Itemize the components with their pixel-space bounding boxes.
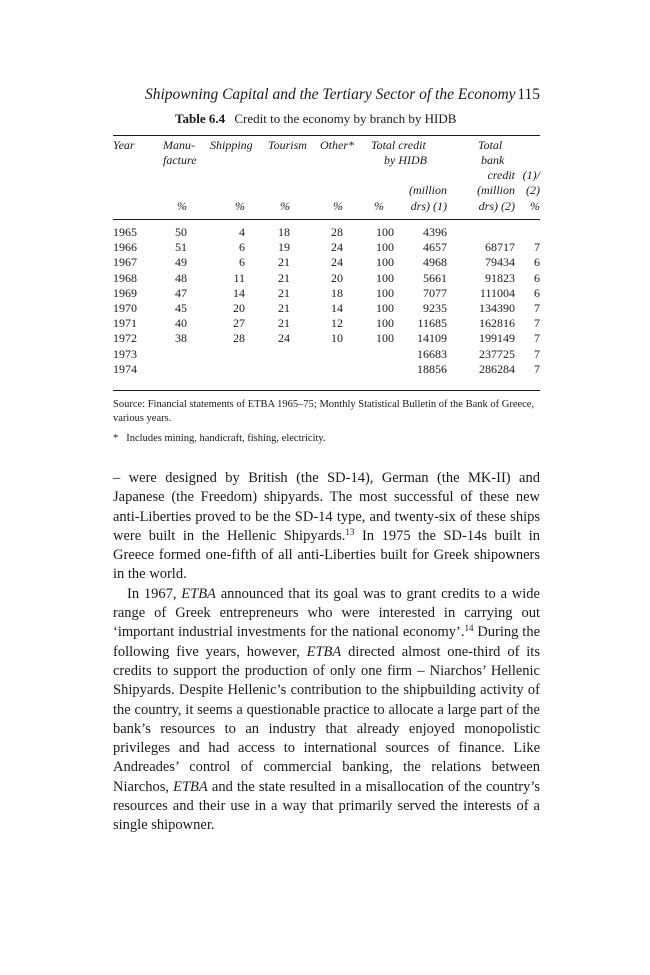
cell-tourism: 24 — [278, 331, 290, 346]
table-top-rule — [113, 135, 540, 136]
header-ratio-2: (2) — [526, 183, 540, 197]
cell-year: 1967 — [113, 255, 137, 270]
cell-year: 1974 — [113, 361, 137, 376]
cell-manufacture: 50 — [175, 225, 187, 239]
footnote-text: Includes mining, handicraft, fishing, electricity. — [126, 433, 326, 444]
cell-other: 14 — [331, 301, 343, 315]
unit-percent: % — [235, 199, 245, 213]
cell-shipping: 20 — [233, 301, 245, 315]
header-million-1: (million — [409, 183, 447, 197]
cell-tourism: 21 — [278, 255, 290, 270]
cell-ratio: 7 — [534, 346, 540, 361]
cell-year: 1972 — [113, 331, 137, 346]
header-tourism: Tourism — [268, 138, 307, 152]
cell-ratio: 7 — [534, 331, 540, 346]
cell-shipping: 27 — [233, 316, 245, 331]
cell-total-percent: 100 — [376, 331, 394, 346]
cell-ratio: 6 — [534, 255, 540, 270]
header-million-2: (million — [477, 183, 515, 197]
footnote-marker: * — [113, 433, 119, 444]
cell-tourism: 18 — [278, 225, 290, 239]
cell-total-percent: 100 — [376, 316, 394, 331]
cell-total-credit: 4396 — [423, 225, 447, 239]
cell-ratio: 6 — [534, 285, 540, 300]
cell-tourism: 21 — [278, 285, 290, 300]
cell-year: 1971 — [113, 316, 137, 331]
etba-italic: ETBA — [306, 643, 342, 660]
paragraph: – were designed by British (the SD-14), German (the MK-II) and Japanese (the Freedom) shipyards. The most successful of these new anti-Liberties proved to be the SD-14 type, and twenty-six of these ships were built in the Hellenic Shipyards.$^{13}$ In 1975 the SD-14s built in Greece formed one-fifth of all anti-Liberties built for Greek shipowners in the world. — [113, 470, 540, 583]
table-bottom-rule — [113, 390, 540, 391]
etba-italic: ETBA — [181, 585, 216, 602]
etba-italic: ETBA — [173, 778, 208, 795]
cell-manufacture: 45 — [175, 301, 187, 315]
cell-other: 12 — [331, 316, 343, 331]
header-total-bank-1: Total — [478, 138, 503, 152]
cell-total-bank-credit: 286284 — [479, 361, 515, 376]
cell-year: 1966 — [113, 240, 137, 255]
table-source: Source: Financial statements of ETBA 1965–75; Monthly Statistical Bulletin of the Bank of Greece, various years. — [113, 399, 535, 424]
cell-other: 24 — [331, 255, 343, 270]
cell-other: 24 — [331, 240, 343, 255]
header-total-credit-1: Total credit — [371, 138, 426, 152]
cell-ratio: 6 — [534, 270, 540, 285]
cell-ratio: 7 — [534, 240, 540, 255]
cell-total-credit: 9235 — [423, 301, 447, 315]
cell-year: 1965 — [113, 225, 137, 239]
cell-shipping: 11 — [233, 270, 245, 285]
header-year: Year — [113, 138, 135, 152]
header-manufacture-1: Manu- — [163, 138, 195, 152]
cell-shipping: 28 — [233, 331, 245, 346]
running-head — [145, 86, 540, 104]
cell-year: 1970 — [113, 301, 137, 315]
cell-manufacture: 47 — [175, 285, 187, 300]
unit-percent: % — [177, 199, 187, 213]
table-caption — [175, 111, 555, 127]
header-total-bank-3: credit — [487, 168, 515, 182]
table-footnote — [113, 432, 540, 446]
cell-ratio: 7 — [534, 361, 540, 376]
cell-manufacture: 49 — [175, 255, 187, 270]
header-manufacture-2: facture — [163, 153, 197, 167]
cell-year: 1968 — [113, 270, 137, 285]
cell-shipping: 14 — [233, 285, 245, 300]
body-text — [113, 469, 540, 836]
header-drs-1: drs) (1) — [410, 199, 447, 213]
header-other: Other* — [320, 138, 354, 152]
cell-total-bank-credit: 79434 — [485, 255, 515, 270]
cell-ratio: 7 — [534, 316, 540, 331]
cell-total-credit: 5661 — [423, 270, 447, 285]
cell-total-bank-credit: 91823 — [485, 270, 515, 285]
footnote-ref: 14 — [464, 623, 474, 634]
cell-total-percent: 100 — [376, 270, 394, 285]
header-ratio-1: (1)/ — [522, 168, 540, 182]
page-number: 115 — [517, 86, 540, 103]
cell-shipping: 6 — [239, 255, 245, 270]
unit-percent: % — [530, 199, 540, 213]
cell-total-percent: 100 — [376, 240, 394, 255]
cell-total-percent: 100 — [376, 255, 394, 270]
unit-percent: % — [374, 199, 384, 213]
table-label: Table 6.4 — [175, 111, 226, 126]
cell-other: 18 — [331, 285, 343, 300]
cell-ratio: 7 — [534, 301, 540, 315]
cell-total-bank-credit: 237725 — [479, 346, 515, 361]
cell-tourism: 21 — [278, 316, 290, 331]
unit-percent: % — [280, 199, 290, 213]
cell-year: 1973 — [113, 346, 137, 361]
table-header-rule — [113, 219, 540, 220]
cell-total-credit: 4657 — [423, 240, 447, 255]
cell-total-bank-credit: 111004 — [479, 285, 515, 300]
footnote-ref: 13 — [345, 526, 355, 537]
cell-shipping: 4 — [239, 225, 245, 239]
paragraph: In 1967, ETBA announced that its goal was to grant credits to a wide range of Greek entrepreneurs who were interested in carrying out ‘important industrial investments for the national economy’.$^{14}$ During the following five years, however, ETBA directed almost one-third of its credits to support the production of only one firm – Niarchos’ Hellenic Shipyards. Despite Hellenic’s contribution to the shipbuilding activity of the country, it seems a questionable practice to allocate a large part of the bank’s resources to an industry that already enjoyed monopolistic privileges and had access to international sources of finance. Like Andreades’ control of commercial banking, the relations between Niarchos, ETBA and the state resulted in a misallocation of the country’s resources and their use in a way that primarily served the interests of a single shipowner. — [113, 585, 541, 834]
cell-year: 1969 — [113, 285, 137, 300]
cell-total-bank-credit: 134390 — [479, 301, 515, 315]
cell-total-credit: 11685 — [417, 316, 447, 331]
table-title: Credit to the economy by branch by HIDB — [234, 111, 457, 126]
cell-total-bank-credit: 68717 — [485, 240, 515, 255]
cell-total-bank-credit: 199149 — [479, 331, 515, 346]
running-head-title: Shipowning Capital and the Tertiary Sector of the Economy — [145, 86, 516, 103]
unit-percent: % — [333, 199, 343, 213]
cell-total-percent: 100 — [376, 285, 394, 300]
cell-total-percent: 100 — [376, 225, 394, 239]
cell-other: 20 — [331, 270, 343, 285]
cell-tourism: 21 — [278, 301, 290, 315]
cell-other: 28 — [331, 225, 343, 239]
cell-total-credit: 4968 — [423, 255, 447, 270]
cell-tourism: 21 — [278, 270, 290, 285]
cell-shipping: 6 — [239, 240, 245, 255]
cell-manufacture: 51 — [175, 240, 187, 255]
header-total-bank-2: bank — [481, 153, 505, 167]
cell-total-bank-credit: 162816 — [479, 316, 515, 331]
cell-tourism: 19 — [278, 240, 290, 255]
cell-total-credit: 14109 — [417, 331, 447, 346]
cell-total-credit: 18856 — [417, 361, 447, 376]
cell-other: 10 — [331, 331, 343, 346]
header-total-credit-2: by HIDB — [384, 153, 427, 167]
cell-total-credit: 16683 — [417, 346, 447, 361]
cell-manufacture: 38 — [175, 331, 187, 346]
header-drs-2: drs) (2) — [478, 199, 515, 213]
cell-manufacture: 48 — [175, 270, 187, 285]
cell-total-percent: 100 — [376, 301, 394, 315]
cell-total-credit: 7077 — [423, 285, 447, 300]
header-shipping: Shipping — [210, 138, 253, 152]
cell-manufacture: 40 — [175, 316, 187, 331]
